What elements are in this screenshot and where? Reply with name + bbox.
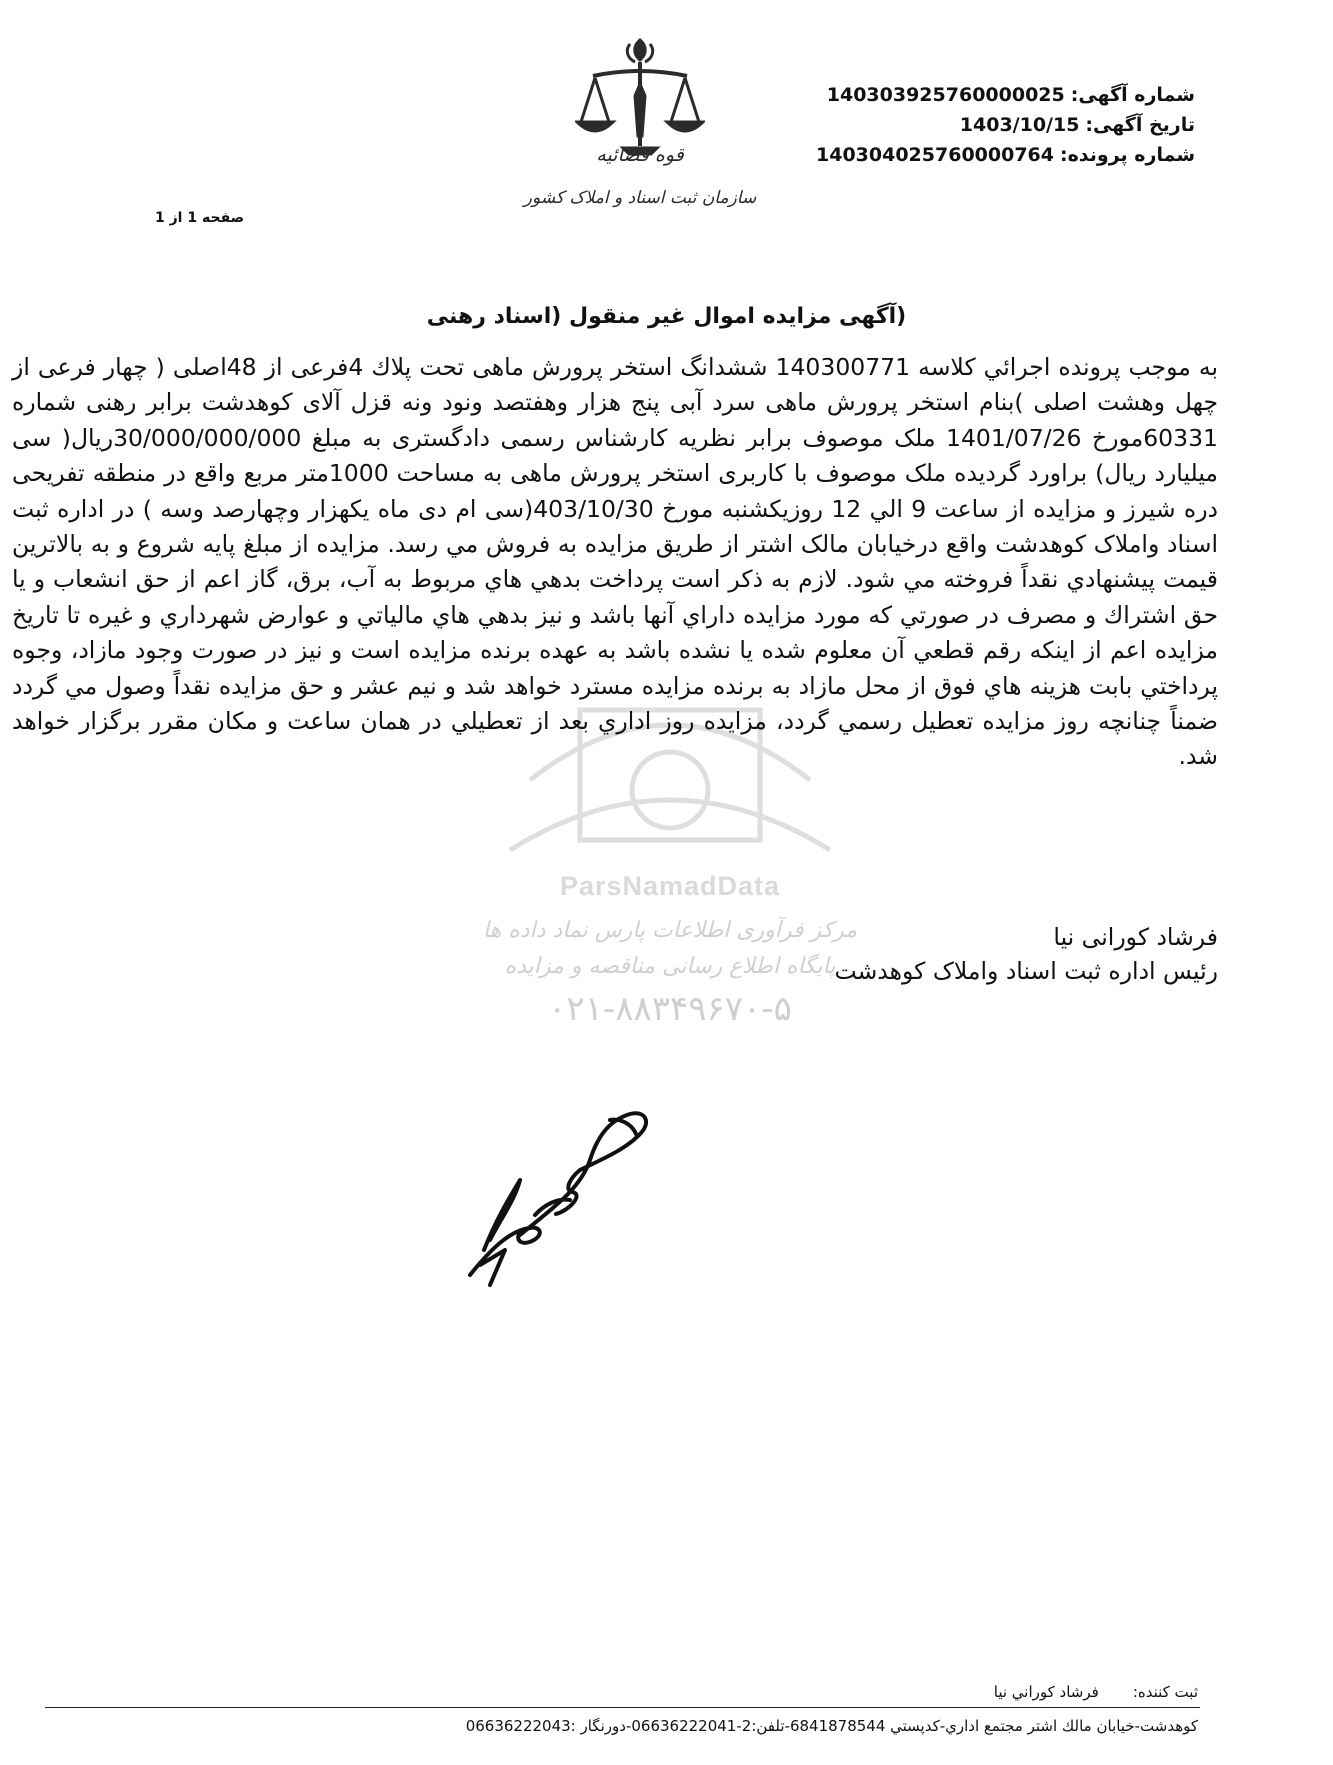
judiciary-emblem — [523, 36, 757, 236]
page-number: صفحه 1 از 1 — [155, 210, 245, 226]
handwritten-signature — [460, 1100, 700, 1300]
emblem-org-judiciary: قوه قضائیه — [596, 144, 684, 166]
signer-name: فرشاد کورانی نیا — [1053, 923, 1218, 951]
notice-number-label: شماره آگهی: — [1070, 84, 1195, 106]
notice-body: به موجب پرونده اجرائي كلاسه 140300771 ششدانگ استخر پرورش ماهی تحت پلاك 4فرعی از 48اصلی ( چهار فرعی از چهل وهشت اصلی )بنام استخر پرورش ماهی سرد آبی پنج هزار وهفتصد ونود ونه قزل آلای کوهدشت برابر رهنی شماره 60331مورخ 1401/07/26 ملک موصوف برابر نظریه کارشناس رسمی دادگستری به مبلغ 30/000/000/000ريال( سی میلیارد ریال) براورد گردیده ملک موصوف با کاربری استخر پرورش ماهی به مساحت 1000متر مربع واقع در منطقه تفریحی دره شیرز و مزايده از ساعت 9 الي 12 روزيكشنبه مورخ 403/10/30(سی ام دی ماه یکهزار وچهارصد وسه ) در اداره ثبت اسناد واملاک کوهدشت واقع درخیابان مالک اشتر از طريق مزايده به فروش مي رسد. مزايده از مبلغ پايه شروع و به بالاترين قيمت پيشنهادي نقداً فروخته مي شود. لازم به ذكر است پرداخت بدهي هاي مربوط به آب، برق، گاز اعم از حق انشعاب و يا حق اشتراك و مصرف در صورتي كه مورد مزايده داراي آنها باشد و نيز بدهي هاي مالياتي و عوارض شهرداري و غيره تا تاريخ مزايده اعم از اينكه رقم قطعي آن معلوم شده يا نشده باشد به عهده برنده مزايده است و نيز در صورت وجود مازاد، وجوه پرداختي بابت هزينه هاي فوق از محل مازاد به برنده مزايده مسترد خواهد شد و نيم عشر و حق مزايده نقداً وصول مي گردد ضمناً چنانچه روز مزايده تعطيل رسمي گردد، مزايده روز اداري بعد از تعطيلي در همان ساعت و مكان مقرر برگزار خواهد شد. — [12, 353, 1219, 771]
registrar-name: فرشاد کوراني نيا — [993, 1683, 1099, 1701]
footer-contact: كوهدشت-خيابان مالك اشتر مجتمع اداري-كدپستي 6841878544-تلفن:2-06636222041-دورنگار :06636222043 — [465, 1717, 1198, 1735]
file-number-row — [816, 140, 1195, 170]
document-title: (آگهی مزایده اموال غیر منقول (اسناد رهنی — [426, 304, 907, 329]
notice-number-row — [816, 80, 1195, 110]
watermark-line1: مرکز فرآوری اطلاعات پارس نماد داده ها — [482, 918, 858, 943]
registrar-label: ثبت کننده: — [1132, 1683, 1198, 1701]
notice-meta — [816, 80, 1195, 170]
signer-block — [835, 920, 1218, 988]
notice-date: 1403/10/15 — [959, 114, 1080, 136]
file-number: 140304025760000764 — [816, 144, 1054, 166]
watermark-phone: ۰۲۱-۸۸۳۴۹۶۷۰-۵ — [548, 989, 792, 1029]
notice-date-row — [816, 110, 1195, 140]
notice-date-label: تاریخ آگهی: — [1085, 114, 1195, 136]
signature-icon — [460, 1100, 700, 1300]
notice-number: 140303925760000025 — [826, 84, 1065, 106]
watermark-brand: ParsNamadData — [559, 871, 781, 901]
registrar-line — [994, 1683, 1198, 1701]
footer-divider — [45, 1707, 1200, 1708]
emblem-org-registry: سازمان ثبت اسناد و املاک کشور — [523, 188, 757, 208]
signer-title: رئیس اداره ثبت اسناد واملاک کوهدشت — [834, 957, 1218, 985]
file-number-label: شماره پرونده: — [1059, 144, 1195, 166]
watermark-line2: پایگاه اطلاع رسانی مناقصه و مزایده — [504, 954, 836, 979]
